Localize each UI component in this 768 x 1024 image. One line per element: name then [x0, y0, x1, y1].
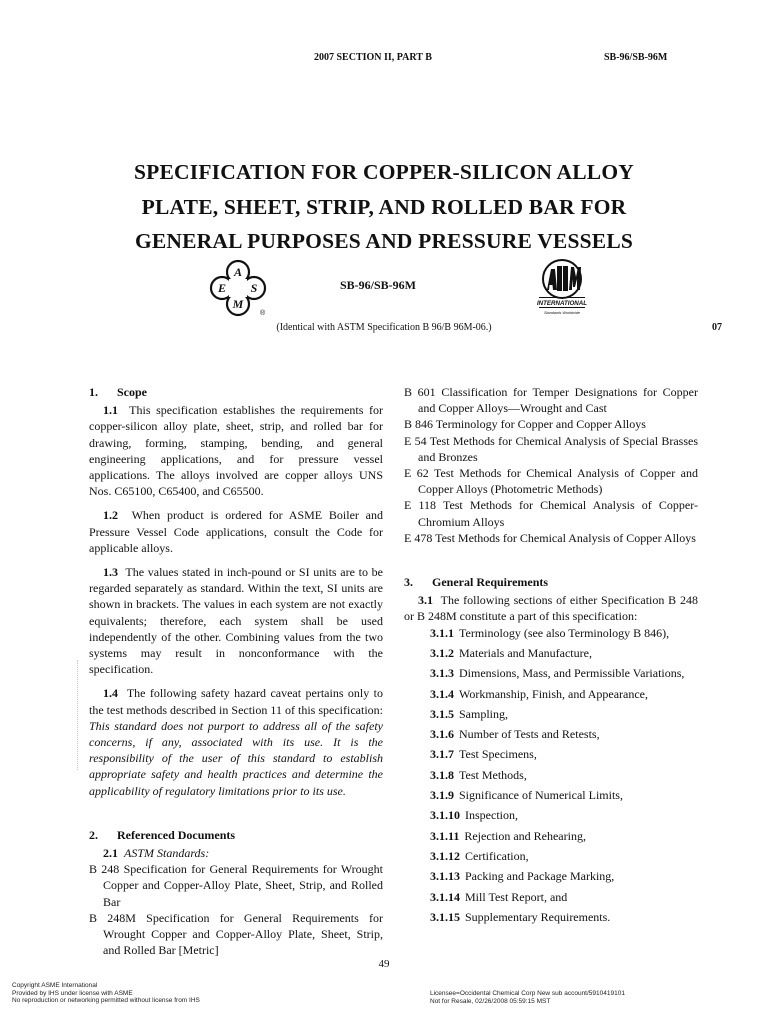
- page-number: 49: [378, 958, 390, 970]
- reference-item: E 118 Test Methods for Chemical Analysis of Copper-Chromium Alloys: [404, 498, 698, 529]
- requirement-text: Mill Test Report, and: [465, 889, 568, 904]
- requirement-item: [404, 645, 698, 665]
- requirement-text: Inspection,: [465, 808, 518, 823]
- requirement-number: 3.1.10: [430, 808, 460, 823]
- reference-item: B 601 Classification for Temper Designations for Copper and Copper Alloys—Wrought and Cast: [404, 385, 698, 416]
- title-line-2: PLATE, SHEET, STRIP, AND ROLLED BAR FOR: [141, 194, 627, 219]
- paragraph-1-4: 1.4 The following safety hazard caveat pertains only to the test methods described in Section 11 of this specification: This standard does not purport to address all of the safety concerns, if any, associated with its use. It is the responsibility of the user of this standard to establish appropriate safety and health practices and determine the applicability of regulatory limitations prior to its use.: [89, 686, 384, 798]
- requirement-item: [404, 665, 698, 685]
- requirement-item: [404, 767, 698, 787]
- reference-item: E 54 Test Methods for Chemical Analysis of Special Brasses and Bronzes: [404, 433, 698, 464]
- footer-line: No reproduction or networking permitted without license from IHS: [12, 997, 200, 1005]
- running-header-designation: SB-96/SB-96M: [604, 52, 668, 63]
- requirement-number: 3.1.14: [430, 889, 460, 904]
- section-2-heading: 2. Referenced Documents: [89, 827, 236, 842]
- identical-with-note: (Identical with ASTM Specification B 96/B 96M-06.): [276, 322, 492, 333]
- asme-letter-s: S: [250, 281, 258, 295]
- requirement-number: 3.1.15: [430, 909, 460, 924]
- section-3-heading: 3. General Requirements: [404, 575, 549, 590]
- requirement-number: 3.1.8: [430, 767, 454, 782]
- requirement-text: Sampling,: [459, 706, 509, 721]
- requirement-text: Rejection and Rehearing,: [464, 828, 586, 843]
- requirement-text: Certification,: [465, 848, 529, 863]
- asme-letter-e: E: [217, 281, 227, 295]
- paragraph-1-1: 1.1 This specification establishes the requirements for copper-silicon alloy plate, sheet, strip, and rolled bar for drawing, forming, stamping, bending, and general engineering applications, and for pressure vessel applications. The alloys involved are copper alloys UNS Nos. C65100, C65400, and C65500.: [89, 403, 383, 499]
- requirement-number: 3.1.5: [430, 706, 454, 721]
- astm-logo: [533, 257, 591, 321]
- astm-tagline: Standards Worldwide: [543, 311, 581, 315]
- requirement-item: [404, 726, 698, 746]
- requirement-number: 3.1.11: [430, 828, 460, 843]
- right-column: [404, 384, 698, 929]
- requirement-item: [404, 746, 698, 766]
- requirement-item: [404, 686, 698, 706]
- paragraph-2-1: 2.1 ASTM Standards:: [103, 846, 210, 861]
- requirement-number: 3.1.9: [430, 788, 454, 803]
- general-requirements-list: [404, 625, 698, 929]
- registered-mark: ®: [260, 310, 266, 317]
- requirement-item: [404, 848, 698, 868]
- requirement-text: Materials and Manufacture,: [459, 645, 592, 660]
- designation-center: SB-96/SB-96M: [340, 278, 417, 292]
- requirement-text: Dimensions, Mass, and Permissible Variations,: [459, 666, 685, 681]
- requirement-text: Test Specimens,: [459, 747, 537, 762]
- title-line-1: SPECIFICATION FOR COPPER-SILICON ALLOY: [134, 160, 634, 184]
- reference-item: E 62 Test Methods for Chemical Analysis of Copper and Copper Alloys (Photometric Methods): [404, 466, 698, 497]
- requirement-number: 3.1.2: [430, 645, 454, 660]
- section-1-heading: 1. Scope: [89, 385, 147, 399]
- footer-license: [430, 990, 625, 1005]
- requirement-item: [404, 787, 698, 807]
- requirement-number: 3.1.3: [430, 666, 454, 681]
- requirement-text: Number of Tests and Retests,: [459, 727, 600, 742]
- requirement-item: [404, 909, 698, 929]
- requirement-number: 3.1.7: [430, 747, 454, 762]
- paragraph-3-1: 3.1 The following sections of either Specification B 248 or B 248M constitute a part of this specification:: [404, 593, 699, 624]
- requirement-item: [404, 889, 698, 909]
- reference-item: B 846 Terminology for Copper and Copper Alloys: [404, 417, 646, 432]
- requirement-number: 3.1.6: [430, 727, 454, 742]
- requirement-text: Test Methods,: [459, 767, 527, 782]
- reference-item: B 248 Specification for General Requirements for Wrought Copper and Copper-Alloy Plate, Sheet, Strip, and Rolled Bar: [89, 862, 383, 909]
- requirement-item: [404, 828, 698, 848]
- paragraph-1-2: 1.2 When product is ordered for ASME Boiler and Pressure Vessel Code applications, consult the Code for applicable alloys.: [89, 508, 384, 555]
- paragraph-1-3: 1.3 The values stated in inch-pound or SI units are to be regarded separately as standard. Within the text, SI units are shown in brackets. The values in each system are not exactly equivalents; therefore, each system shall be used independently of the other. Combining values from the two systems may result in nonconformance with the specification.: [89, 565, 384, 677]
- reference-item: E 478 Test Methods for Chemical Analysis of Copper Alloys: [404, 530, 696, 545]
- asme-letter-m: M: [232, 297, 244, 311]
- requirement-number: 3.1.12: [430, 848, 460, 863]
- requirement-text: Supplementary Requirements.: [465, 909, 611, 924]
- requirement-text: Packing and Package Marking,: [465, 869, 615, 884]
- reference-item: B 248M Specification for General Requirements for Wrought Copper and Copper-Alloy Plate, Sheet, Strip, and Rolled Bar [Metric]: [89, 910, 383, 958]
- astm-international-text: INTERNATIONAL: [536, 300, 588, 307]
- requirement-number: 3.1.1: [430, 625, 454, 640]
- footer-line: Not for Resale, 02/26/2008 05:59:15 MST: [430, 997, 551, 1005]
- footer-line: Copyright ASME International: [12, 982, 98, 989]
- requirement-number: 3.1.13: [430, 869, 460, 884]
- requirement-item: [404, 868, 698, 888]
- document-title: [0, 155, 768, 259]
- requirement-item: [404, 807, 698, 827]
- footer-line: Provided by IHS under license with ASME: [12, 989, 133, 997]
- margin-revision-number: 07: [712, 322, 722, 333]
- running-header-section: 2007 SECTION II, PART B: [314, 52, 432, 63]
- requirement-item: [404, 706, 698, 726]
- requirement-text: Workmanship, Finish, and Appearance,: [459, 686, 648, 701]
- requirement-item: [404, 625, 698, 645]
- title-line-3: GENERAL PURPOSES AND PRESSURE VESSELS: [134, 229, 634, 253]
- requirement-text: Significance of Numerical Limits,: [459, 788, 623, 803]
- left-column: [89, 384, 383, 959]
- asme-letter-a: A: [233, 265, 243, 279]
- requirement-number: 3.1.4: [430, 686, 454, 701]
- asme-logo: [208, 258, 268, 318]
- footer-line: Licensee=Occidental Chemical Corp New sub account/5910419101: [430, 990, 625, 997]
- footer-copyright: [12, 982, 200, 1005]
- side-watermark: [77, 660, 86, 770]
- requirement-text: Terminology (see also Terminology B 846),: [459, 625, 670, 640]
